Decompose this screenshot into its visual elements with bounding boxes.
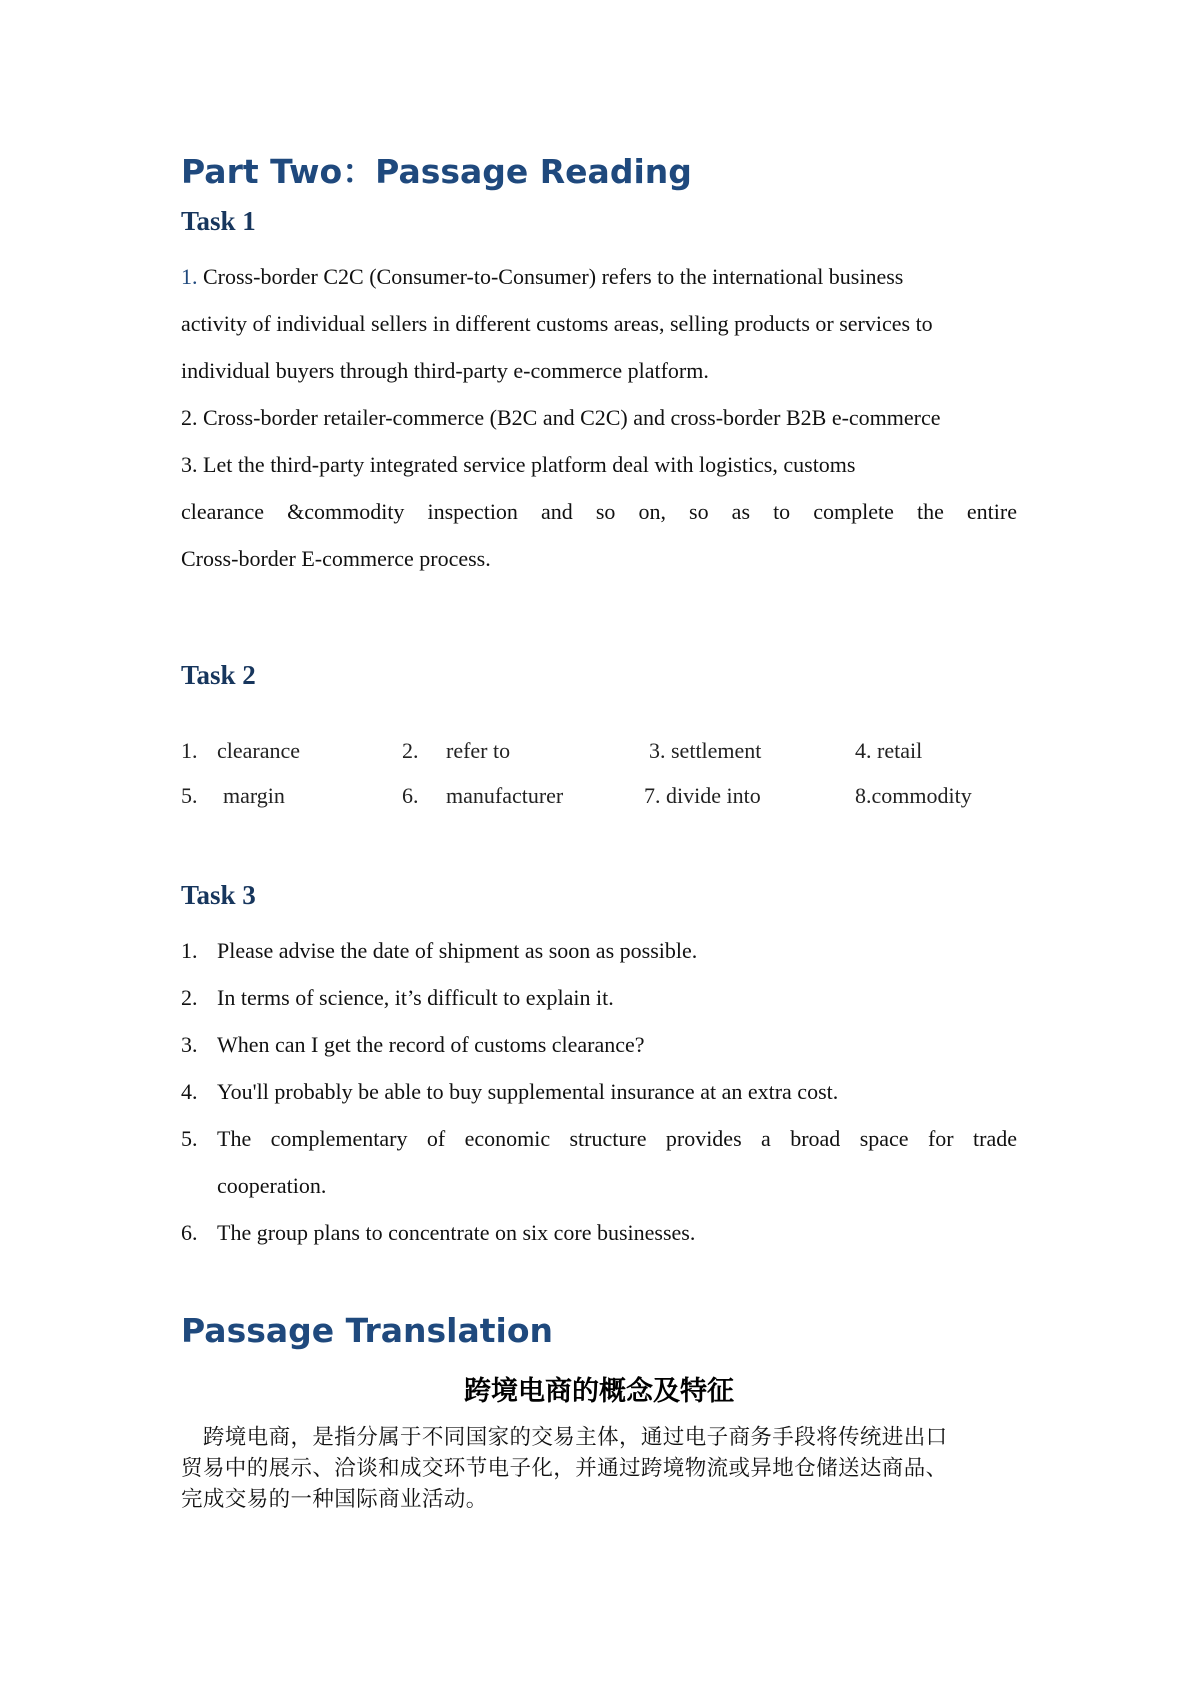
translation-line-3: 完成交易的一种国际商业活动。 [181,1487,488,1512]
task2-item-7-word: 7. divide into [644,783,761,808]
task2-item-6-word: manufacturer [446,783,564,808]
task3-item-2-text: In terms of science, it’s difficult to explain it. [217,985,614,1010]
task2-item-1-number: 1. [181,738,198,763]
task2-item-5-word: margin [223,783,285,808]
task3-item-1-number: 1. [181,938,198,963]
task1-item1-line3: individual buyers through third-party e-commerce platform. [181,358,709,383]
task3-item-5-number: 5. [181,1126,198,1151]
part-two-heading: Part Two：Passage Reading [181,152,692,191]
task2-heading: Task 2 [181,660,256,690]
task1-item1-text: Cross-border C2C (Consumer-to-Consumer) refers to the international business [197,264,904,289]
document-page [181,0,1017,1684]
task2-item-2-word: refer to [446,738,511,763]
task2-item-1-word: clearance [217,738,301,763]
task1-item1-line1 [181,262,1017,292]
task1-item1-line2: activity of individual sellers in different customs areas, selling products or services to [181,311,933,336]
task2-item-8-word: 8.commodity [855,783,972,808]
task1-heading: Task 1 [181,206,256,236]
translation-heading: Passage Translation [181,1311,554,1350]
task1-item1-number: 1. [181,264,198,289]
task3-item-3-text: When can I get the record of customs clearance? [217,1032,645,1057]
task3-item-4-number: 4. [181,1079,198,1104]
task1-item2: 2. Cross-border retailer-commerce (B2C and C2C) and cross-border B2B e-commerce [181,405,941,430]
translation-line-1: 跨境电商，是指分属于不同国家的交易主体，通过电子商务手段将传统进出口 [181,1425,948,1450]
task2-item-3-word: 3. settlement [649,738,762,763]
task3-item-2-number: 2. [181,985,198,1010]
task1-item3-line1: 3. Let the third-party integrated service platform deal with logistics, customs [181,452,856,477]
task3-item-4-text: You'll probably be able to buy supplemental insurance at an extra cost. [217,1079,839,1104]
task3-heading: Task 3 [181,880,256,910]
task2-item-2-number: 2. [402,738,419,763]
task3-item-5-text-continued: cooperation. [217,1173,327,1198]
task3-item-6-text: The group plans to concentrate on six core businesses. [217,1220,696,1245]
task3-item-1-text: Please advise the date of shipment as soon as possible. [217,938,698,963]
task1-item3-line3: Cross-border E-commerce process. [181,546,491,571]
task2-item-4-word: 4. retail [855,738,923,763]
translation-line-2: 贸易中的展示、洽谈和成交环节电子化，并通过跨境物流或异地仓储送达商品、 [181,1456,948,1481]
translation-title: 跨境电商的概念及特征 [464,1376,734,1407]
task2-item-6-number: 6. [402,783,419,808]
task1-item3-line2: clearance &commodity inspection and so on, so as to complete the entire [181,499,1017,524]
task3-item-6-number: 6. [181,1220,198,1245]
task3-item-5-text: The complementary of economic structure provides a broad space for trade [217,1126,1017,1151]
task3-item-3-number: 3. [181,1032,198,1057]
task2-item-5-number: 5. [181,783,198,808]
